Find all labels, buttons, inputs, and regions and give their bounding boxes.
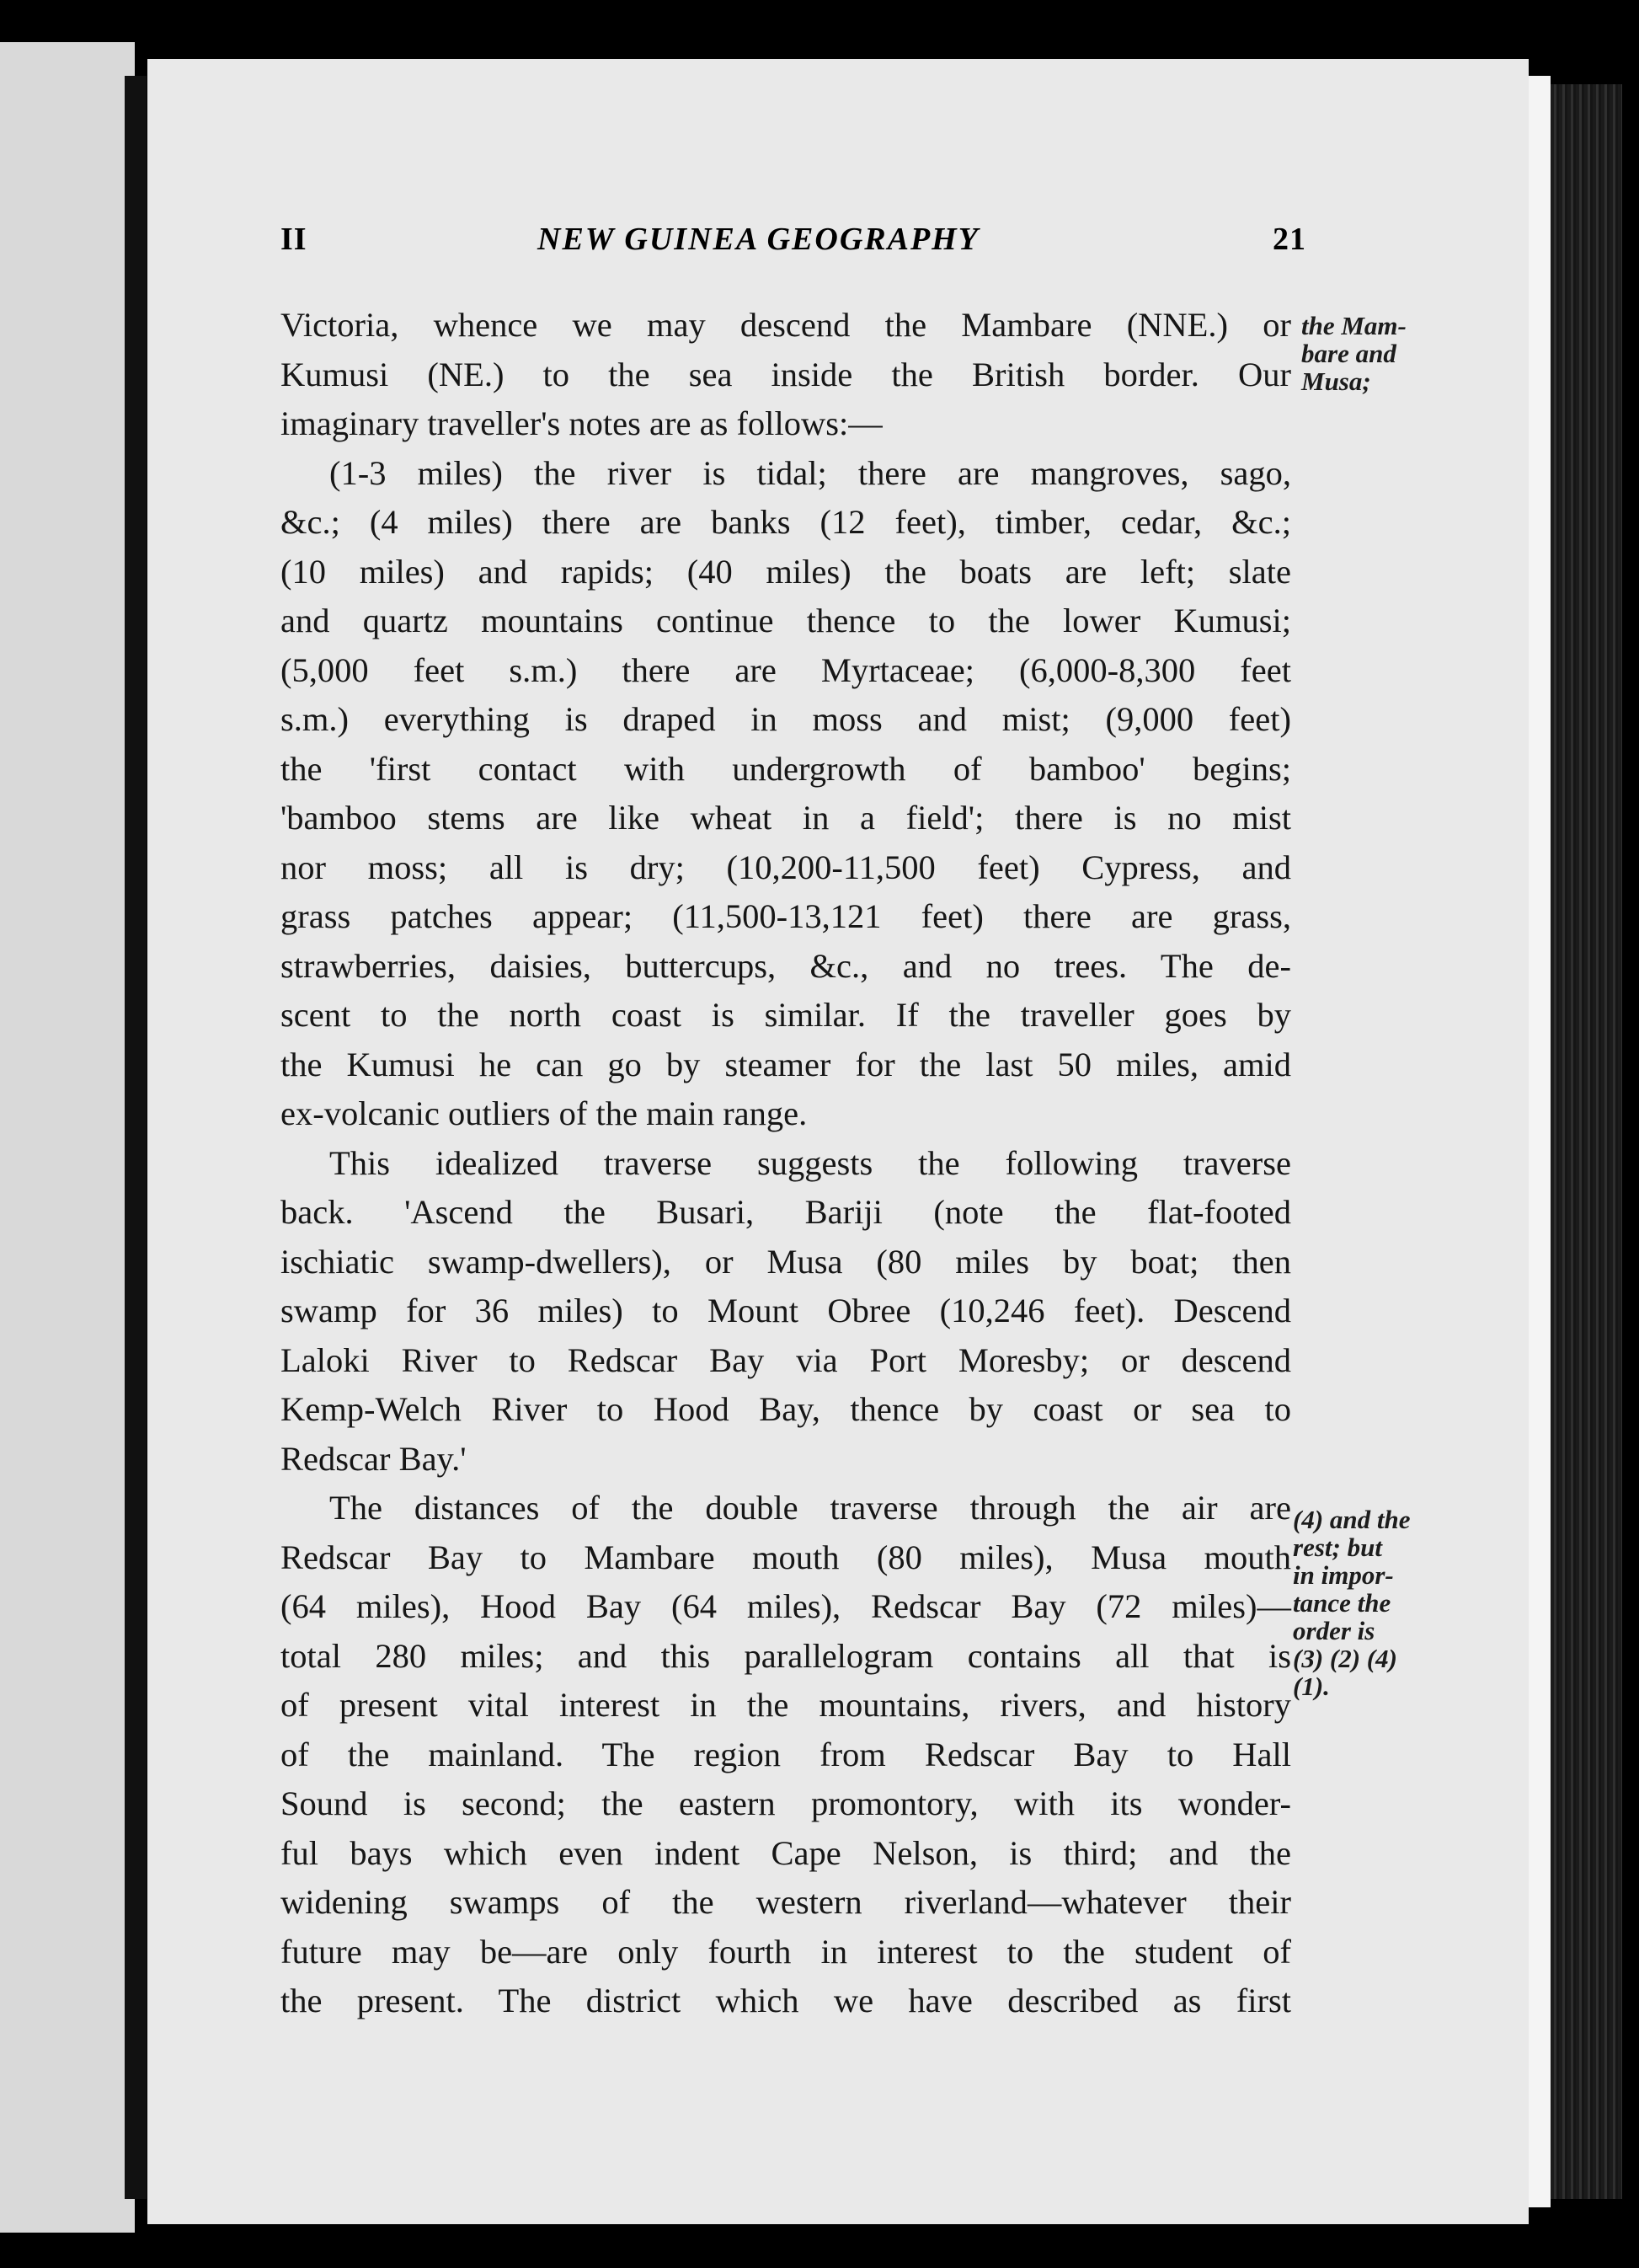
text-line: (10 miles) and rapids; (40 miles) the boats are left; slate — [280, 552, 1291, 591]
text-line: Redscar Bay.' — [280, 1439, 467, 1478]
text-line: This idealized traverse suggests the following traverse — [329, 1143, 1291, 1182]
text-line: the 'first contact with undergrowth of bamboo' begins; — [280, 749, 1291, 788]
margin-note-line: in impor- — [1293, 1560, 1394, 1590]
text-line: the present. The district which we have described as first — [280, 1982, 1291, 2019]
text-line: (1-3 miles) the river is tidal; there are mangroves, sago, — [329, 453, 1291, 492]
book-gutter — [125, 76, 147, 2199]
text-line: Victoria, whence we may descend the Mambare (NNE.) or — [280, 306, 1291, 344]
margin-note-line: Musa; — [1301, 366, 1371, 396]
text-line: of present vital interest in the mountains, rivers, and history — [280, 1686, 1291, 1724]
text-line: (64 miles), Hood Bay (64 miles), Redscar Bay (72 miles)— — [280, 1587, 1291, 1625]
text-line: Kumusi (NE.) to the sea inside the British border. Our — [280, 355, 1291, 393]
running-title: NEW GUINEA GEOGRAPHY — [537, 222, 980, 257]
text-line: Sound is second; the eastern promontory, with its wonder- — [280, 1784, 1291, 1822]
margin-note-line: bare and — [1301, 339, 1396, 368]
text-line: Kemp-Welch River to Hood Bay, thence by coast or sea to — [280, 1390, 1291, 1428]
chapter-number: II — [280, 222, 307, 257]
book-cover-edge — [1551, 84, 1622, 2199]
margin-note-order — [1293, 1506, 1411, 1700]
page-number: 21 — [1273, 222, 1306, 257]
text-line: the Kumusi he can go by steamer for the last 50 miles, amid — [280, 1045, 1291, 1083]
margin-note-line: (1). — [1293, 1672, 1330, 1701]
text-line: 'bamboo stems are like wheat in a field'; there is no mist — [280, 799, 1291, 837]
text-line: total 280 miles; and this parallelogram contains all that is — [280, 1636, 1291, 1675]
margin-note-line: tance the — [1293, 1588, 1391, 1618]
text-line: swamp for 36 miles) to Mount Obree (10,246 feet). Descend — [280, 1292, 1291, 1329]
text-line: and quartz mountains continue thence to the lower Kumusi; — [280, 602, 1291, 639]
text-line: future may be—are only fourth in interest to the student of — [280, 1932, 1291, 1971]
text-line: ischiatic swamp-dwellers), or Musa (80 miles by boat; then — [280, 1242, 1291, 1281]
text-line: of the mainland. The region from Redscar Bay to Hall — [280, 1735, 1291, 1773]
text-line: scent to the north coast is similar. If the traveller goes by — [280, 996, 1291, 1034]
text-line: imaginary traveller's notes are as follows:— — [280, 404, 883, 442]
text-line: back. 'Ascend the Busari, Bariji (note the flat-footed — [280, 1193, 1291, 1231]
margin-note-line: (4) and the — [1293, 1505, 1411, 1534]
body-text — [280, 301, 1291, 2026]
margin-note-line: (3) (2) (4) — [1293, 1644, 1397, 1673]
running-head — [280, 221, 1306, 263]
margin-note-line: order is — [1293, 1616, 1375, 1645]
facing-page-edge — [0, 42, 135, 2233]
text-line: nor moss; all is dry; (10,200-11,500 feet) Cypress, and — [280, 848, 1291, 886]
text-line: strawberries, daisies, buttercups, &c., and no trees. The de- — [280, 946, 1291, 985]
text-line: ful bays which even indent Cape Nelson, is third; and the — [280, 1833, 1291, 1872]
margin-note-mambare — [1301, 312, 1407, 395]
text-line: s.m.) everything is draped in moss and mist; (9,000 feet) — [280, 700, 1291, 738]
text-line: widening swamps of the western riverland—whatever their — [280, 1883, 1291, 1921]
text-line: ex-volcanic outliers of the main range. — [280, 1094, 808, 1132]
text-line: (5,000 feet s.m.) there are Myrtaceae; (6,000-8,300 feet — [280, 650, 1291, 689]
margin-note-line: the Mam- — [1301, 311, 1407, 340]
text-line: Redscar Bay to Mambare mouth (80 miles), Musa mouth — [280, 1538, 1291, 1576]
margin-note-line: rest; but — [1293, 1533, 1382, 1562]
text-line: grass patches appear; (11,500-13,121 feet) there are grass, — [280, 897, 1291, 935]
text-line: The distances of the double traverse through the air are — [329, 1489, 1291, 1527]
text-line: Laloki River to Redscar Bay via Port Moresby; or descend — [280, 1340, 1291, 1379]
page-fore-edge — [1529, 76, 1551, 2207]
text-line: &c.; (4 miles) there are banks (12 feet), timber, cedar, &c.; — [280, 503, 1291, 541]
